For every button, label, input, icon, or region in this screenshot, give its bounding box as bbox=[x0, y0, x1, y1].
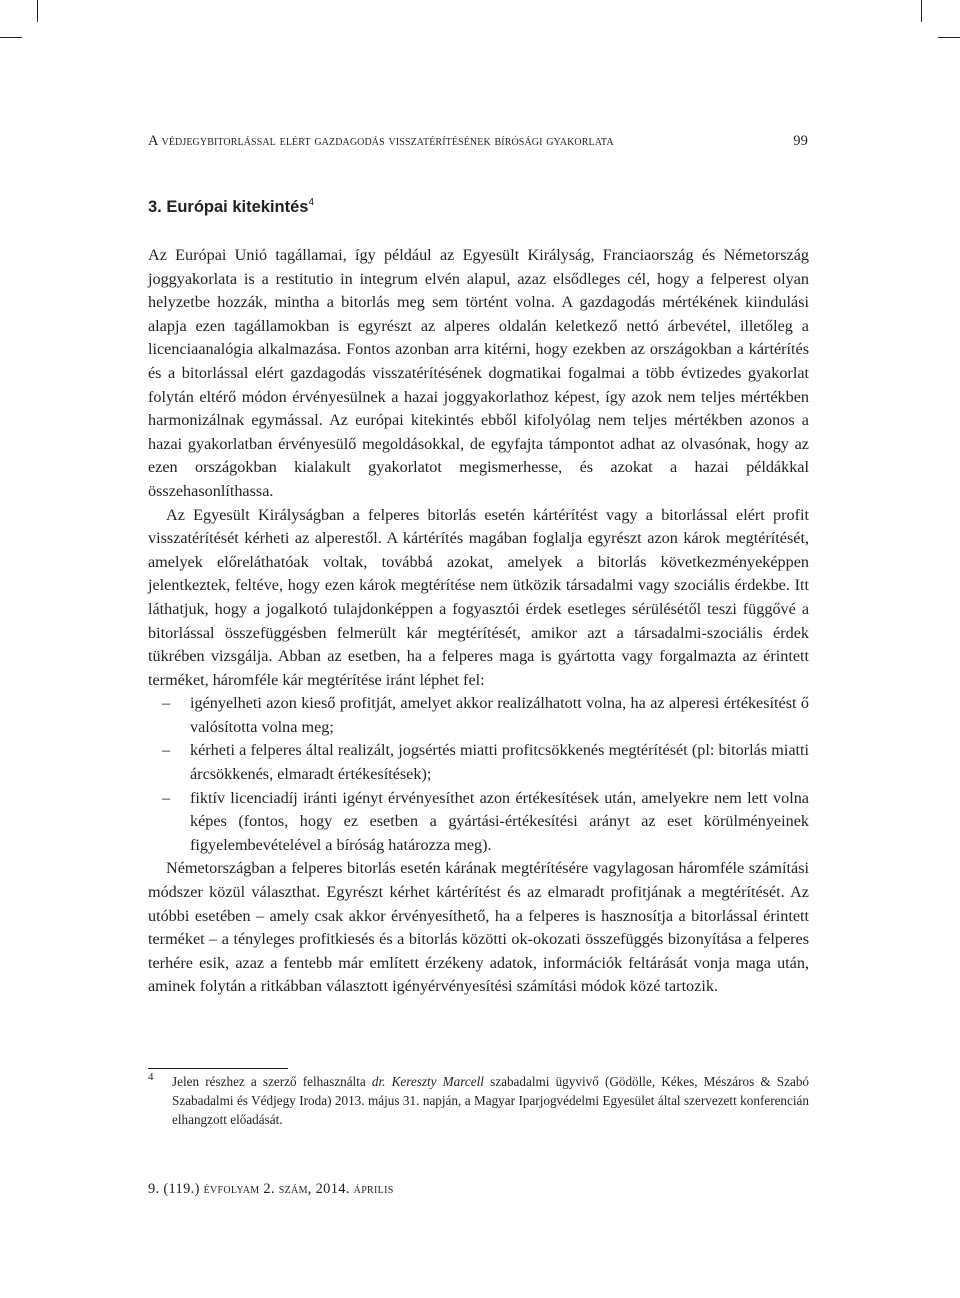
section-heading bbox=[148, 197, 314, 217]
crop-mark-top-left-horizontal bbox=[0, 37, 22, 38]
page-number: 99 bbox=[793, 133, 808, 149]
footnote bbox=[148, 1072, 809, 1129]
list-item-text: kérheti a felperes által realizált, jogsértés miatti profitcsökkenés megtérítését (pl: bitorlás miatti árcsökkenés, elmaradt értékesítések); bbox=[190, 741, 809, 784]
section-title: 3. Európai kitekintés bbox=[148, 198, 309, 216]
body-text bbox=[148, 244, 809, 999]
footnote-text bbox=[172, 1072, 809, 1129]
list-dash: – bbox=[162, 694, 171, 713]
paragraph-3: Németországban a felperes bitorlás esetén kárának megtérítésére vagylagosan háromféle számítási módszer közül választhat. Egyrészt kérhet kártérítést és az elmaradt profitjának a megtérítését. Az utóbbi esetében – amely csak akkor érvényesíthető, ha a felperes is hasznosítja a bitorlással érintett terméket – a tényleges profitkiesés és a bitorlás közötti ok-okozati összefüggés bizonyítása a felperes terhére esik, azaz a fentebb már említett érzékeny adatok, információk feltárását vonja maga után, aminek folytán a ritkábban választott igényérvényesítési számítási módok közé tartozik. bbox=[148, 859, 809, 996]
list-item bbox=[148, 787, 809, 858]
footnote-number: 4 bbox=[148, 1071, 154, 1083]
footnote-divider bbox=[148, 1068, 288, 1069]
footnote-author-prefix: dr. bbox=[371, 1074, 386, 1089]
running-head-title: A védjegybitorlással elért gazdagodás visszatérítésének bírósági gyakorlata bbox=[148, 133, 614, 149]
damage-claims-list bbox=[148, 692, 809, 857]
paragraph-1: Az Európai Unió tagállamai, így például az Egyesült Királyság, Franciaország és Németország joggyakorlata is a restitutio in integrum elvén alapul, azaz elsődleges cél, hogy a felperest olyan helyzetbe hozzák, mintha a bitorlás meg sem történt volna. A gazdagodás mértékének kiindulási alapja ezen tagállamokban is egyrészt az alperes oldalán keletkező nettó árbevétel, illetőleg a licenciaanalógia alkalmazása. Fontos azonban arra kitérni, hogy ezekben az országokban a kártérítés és a bitorlással elért gazdagodás visszatérítésének dogmatikai fogalmai a több évtizedes gyakorlat folytán eltérő módon érvényesülnek a hazai joggyakorlathoz képest, így azok nem teljes mértékben harmonizálnak egymással. Az európai kitekintés ebből kifolyólag nem teljes mértékben azonos a hazai gyakorlatban érvényesülő megoldásokkal, de egyfajta támpontot adhat az olvasónak, hogy az ezen országokban kialakult gyakorlatot megismerhesse, és azokat a hazai példákkal összehasonlíthassa. bbox=[148, 246, 809, 500]
list-item-text: fiktív licenciadíj iránti igényt érvényesíthet azon értékesítések után, amelyekre nem lett volna képes (fontos, hogy ez esetben a gyártási-értékesítési arányt az eset körülményeinek figyelembevételével a bíróság határozza meg). bbox=[190, 788, 809, 854]
crop-mark-top-right-horizontal bbox=[938, 37, 960, 38]
footnote-reference: 4 bbox=[308, 197, 315, 208]
crop-mark-top-left-vertical bbox=[37, 0, 38, 22]
crop-mark-top-right-vertical bbox=[921, 0, 922, 22]
list-item bbox=[148, 692, 809, 739]
paragraph-2: Az Egyesült Királyságban a felperes bitorlás esetén kártérítést vagy a bitorlással elért profit visszatérítését kérheti az alperestől. A kártérítés magában foglalja egyrészt azon károk megtérítését, amelyek előreláthatóak voltak, továbbá azokat, amelyek a bitorlás következményeképpen jelentkeztek, feltéve, hogy ezen károk megtérítése nem ütközik társadalmi vagy szociális érdekbe. Itt láthatjuk, hogy a jogalkotó tulajdonképpen a fogyasztói érdek esetleges sérülésétől teszi függővé a bitorlással összefüggésben felmerült kár megtérítését, amikor azt a társadalmi-szociális érdek tükrében vizsgálja. Abban az esetben, ha a felperes maga is gyártotta vagy forgalmazta az érintett terméket, háromféle kár megtérítése iránt léphet fel: bbox=[148, 505, 809, 689]
list-item bbox=[148, 739, 809, 786]
footnote-text-after: szabadalmi ügyvivő (Gödölle, Kékes, Mészáros & Szabó Szabadalmi és Védjegy Iroda) 2013. május 31. napján, a Magyar Iparjogvédelmi Egyesület által szervezett konferencián elhangzott előadását. bbox=[172, 1074, 810, 1127]
page-footer: 9. (119.) évfolyam 2. szám, 2014. április bbox=[148, 1181, 394, 1197]
list-dash: – bbox=[162, 788, 171, 807]
footnote-author-name: Kereszty Marcell bbox=[391, 1074, 484, 1089]
running-head bbox=[148, 133, 808, 153]
list-dash: – bbox=[162, 741, 171, 760]
list-item-text: igényelheti azon kieső profitját, amelyet akkor realizálhatott volna, ha az alperesi értékesítést ő valósította volna meg; bbox=[190, 694, 809, 736]
footnote-text-before: Jelen részhez a szerző felhasználta bbox=[172, 1074, 372, 1089]
